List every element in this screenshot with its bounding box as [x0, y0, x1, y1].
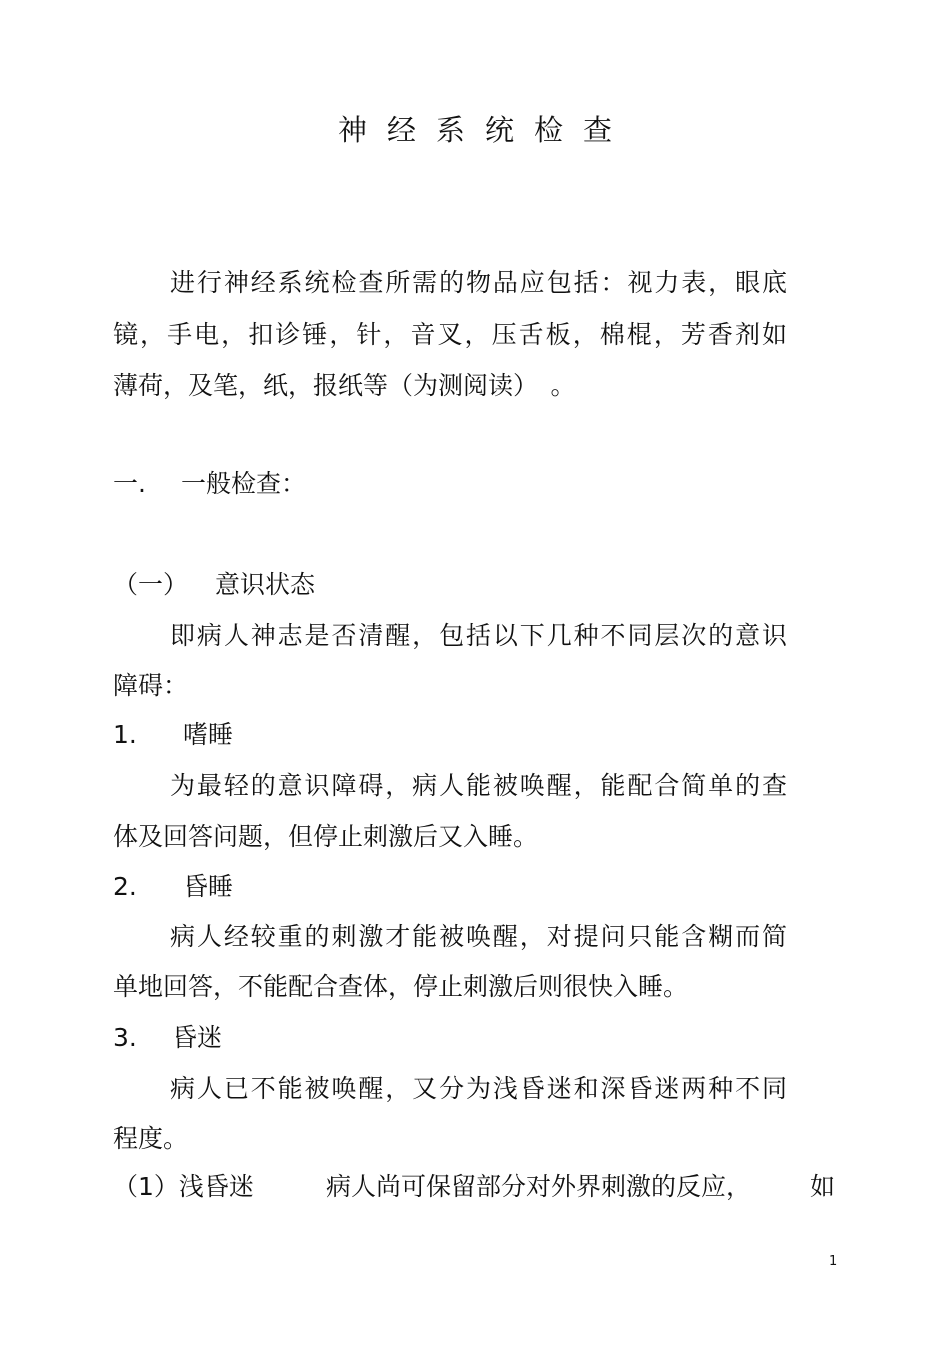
- page-number: 1: [829, 1254, 838, 1269]
- sub-item-1-text: 病人尚可保留部分对外界刺激的反应，: [326, 1172, 752, 1201]
- item-3-number: 3.: [113, 1023, 137, 1052]
- item-3-heading: 昏迷: [172, 1023, 223, 1052]
- section-heading: 一般检查：: [181, 469, 307, 498]
- item-2-text-1: 病人经较重的刺激才能被唤醒，对提问只能含糊而简: [170, 922, 787, 951]
- item-1-text-2: 体及回答问题，但停止刺激后又入睡。: [113, 822, 539, 851]
- item-2-number: 2.: [113, 872, 137, 901]
- intro-line-1: 进行神经系统检查所需的物品应包括：视力表，眼底: [170, 268, 787, 297]
- sub-item-1-label: （1）浅昏迷: [113, 1172, 254, 1201]
- sub-item-1-tail: 如: [810, 1172, 836, 1201]
- item-2-text-2: 单地回答，不能配合查体，停止刺激后则很快入睡。: [113, 972, 689, 1001]
- subsection-number: （一）: [113, 570, 189, 599]
- subsection-text-1: 即病人神志是否清醒，包括以下几种不同层次的意识: [170, 621, 787, 650]
- intro-line-2: 镜，手电，扣诊锤，针，音叉，压舌板，棉棍，芳香剂如: [113, 320, 787, 349]
- item-2-heading: 昏睡: [183, 872, 234, 901]
- item-1-text-1: 为最轻的意识障碍，病人能被唤醒，能配合简单的查: [170, 771, 787, 800]
- page-title: 神经系统检查: [337, 113, 632, 147]
- subsection-heading: 意识状态: [215, 570, 316, 599]
- item-3-text-2: 程度。: [113, 1124, 189, 1153]
- item-1-heading: 嗜睡: [183, 720, 234, 749]
- item-3-text-1: 病人已不能被唤醒，又分为浅昏迷和深昏迷两种不同: [170, 1074, 787, 1103]
- section-number: 一.: [113, 469, 146, 498]
- intro-line-3: 薄荷，及笔，纸，报纸等（为测阅读） 。: [113, 371, 576, 400]
- item-1-number: 1.: [113, 720, 137, 749]
- subsection-text-2: 障碍：: [113, 671, 189, 700]
